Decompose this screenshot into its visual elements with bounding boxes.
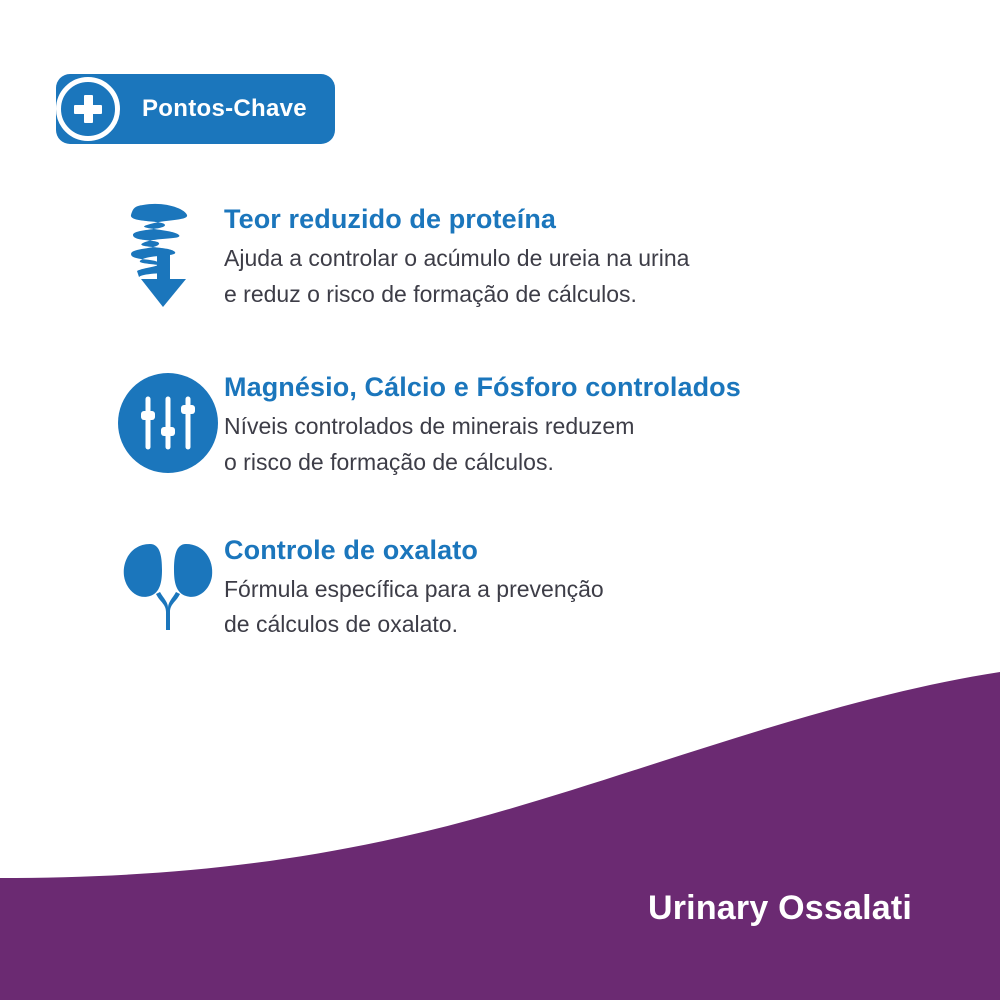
feature-desc-line: e reduz o risco de formação de cálculos. [224,280,637,307]
footer-wave [0,670,1000,1000]
feature-desc-line: Ajuda a controlar o acúmulo de ureia na urina [224,245,690,272]
feature-title: Controle de oxalato [224,534,478,565]
list-item [112,527,932,643]
down-arrow-spiral-icon [112,196,224,308]
feature-desc-line: Fórmula específica para a prevenção [224,575,604,602]
feature-text [224,196,689,312]
kidneys-icon [112,527,224,639]
feature-text [224,364,741,480]
badge-label: Pontos-Chave [142,95,307,122]
plus-icon [56,77,120,141]
feature-title: Teor reduzido de proteína [224,204,557,234]
feature-list [112,196,932,643]
list-item [112,196,932,312]
list-item [112,364,932,480]
feature-description [224,572,604,643]
feature-desc-line: de cálculos de oxalato. [224,611,458,638]
mineral-sliders-icon [112,364,224,476]
feature-description [224,241,689,312]
feature-desc-line: o risco de formação de cálculos. [224,449,554,476]
feature-description [224,409,741,480]
feature-desc-line: Níveis controlados de minerais reduzem [224,413,635,440]
feature-text [224,527,604,643]
product-name: Urinary Ossalati [648,889,912,927]
key-points-badge [56,74,335,144]
feature-title: Magnésio, Cálcio e Fósforo controlados [224,372,741,403]
